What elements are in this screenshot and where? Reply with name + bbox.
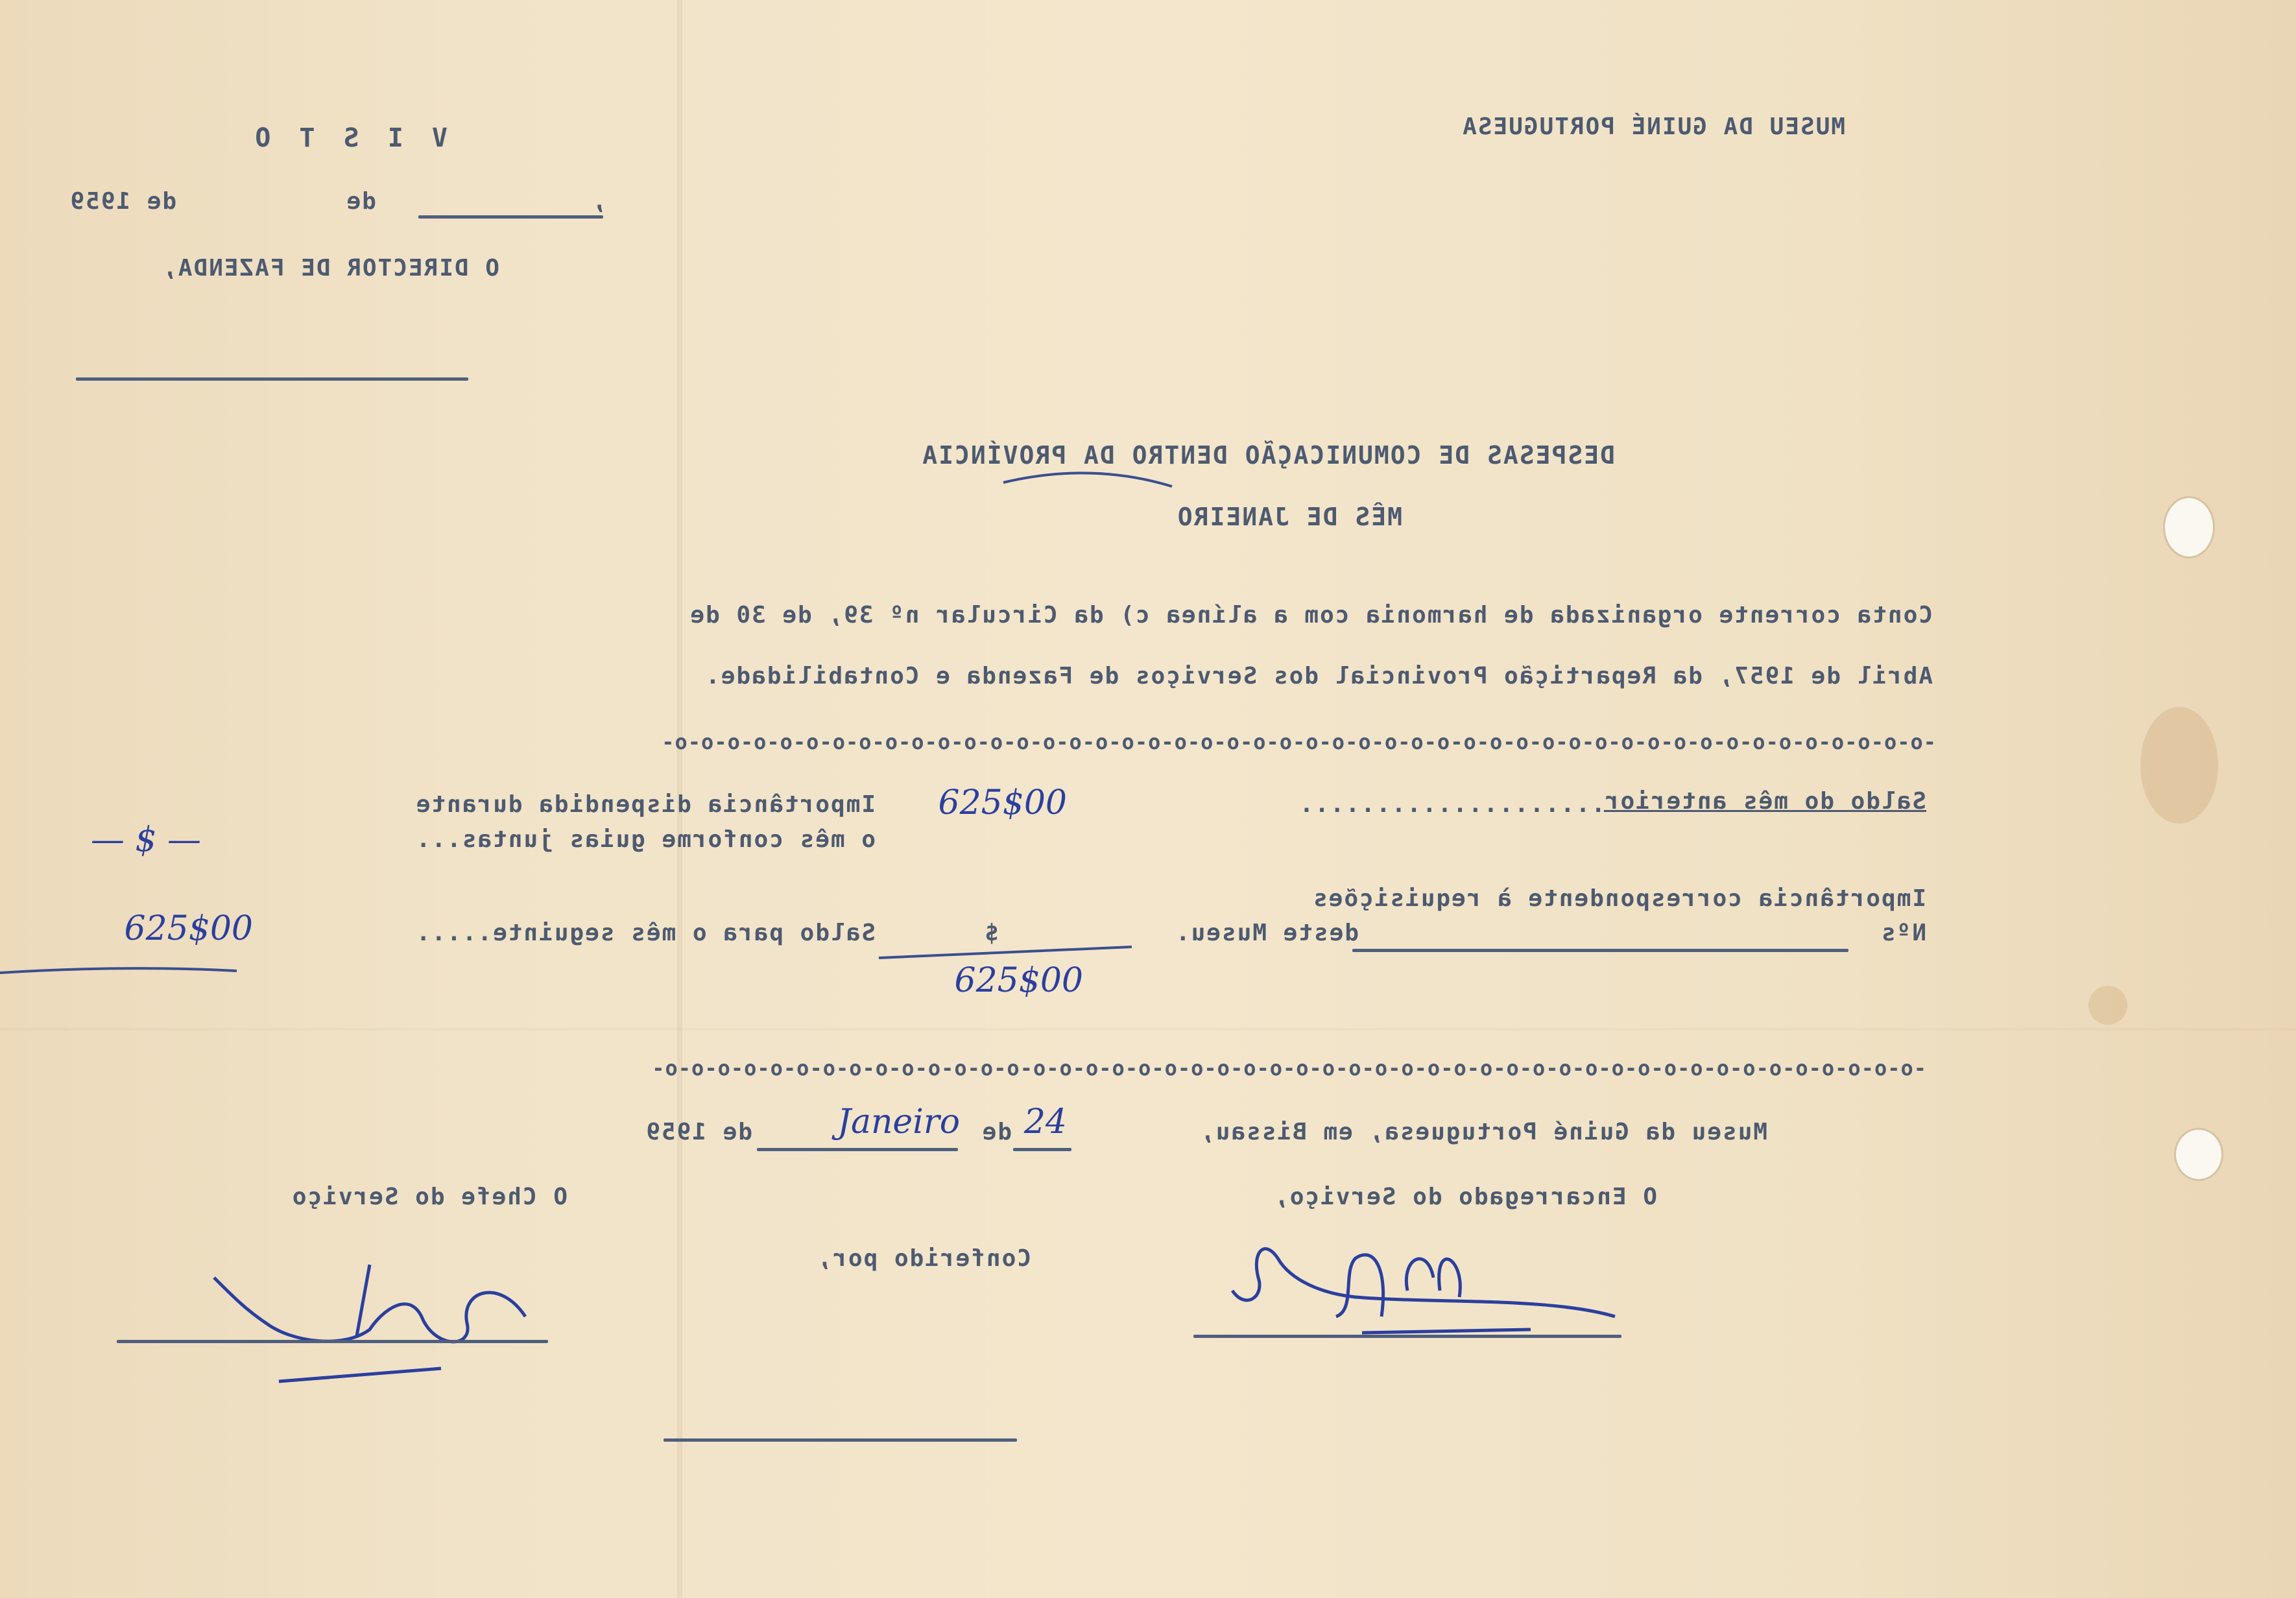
saldo-anterior-value: 625$00 [938, 783, 1067, 822]
chefe-signature [201, 1252, 538, 1381]
importancia-dispendida-line1: Importância dispendida durante [414, 791, 876, 818]
requisicoes-line1: Importância correspondente à requisições [1312, 885, 1926, 912]
director-signature-line [76, 377, 468, 381]
saldo-seguinte-label: Saldo para o mês seguinte..... [414, 920, 876, 946]
date-de: de [981, 1119, 1012, 1145]
intro-line1: Conta corrente organizada de harmonia com a alínea c) da Circular nº 39, de 30 de [689, 602, 1933, 628]
requisicoes-value-hand: 625$00 [954, 961, 1083, 1000]
title-line2: MÊS DE JANEIRO [1176, 503, 1402, 531]
requisicoes-line2-suffix: deste Museu. [1174, 920, 1359, 946]
date-day: 24 [1023, 1103, 1067, 1141]
conferido-label: Conferido por, [816, 1245, 1031, 1272]
place-date-prefix: Museu da Guiné Portuguesa, em Bissau, [1199, 1119, 1767, 1145]
title-line1: DESPESAS DE COMUNICAÇÃO DENTRO DA PROVÍNCIA [921, 441, 1615, 470]
separator-bottom: -o-o-o-o-o-o-o-o-o-o-o-o-o-o-o-o-o-o-o-o-o-o-o-o-o-o-o-o-o-o-o-o-o-o-o-o-o-o-o-o-o-o-o-o-o-o-o-o- [651, 1056, 1926, 1080]
director-title: O DIRECTOR DE FAZENDA, [161, 255, 499, 281]
saldo-seguinte-underline [0, 961, 240, 981]
date-day-line [1013, 1148, 1071, 1151]
chefe-signature-line [117, 1340, 548, 1343]
date-year: de 1959 [645, 1119, 752, 1145]
importancia-dispendida-line2: o mês conforme guias juntas... [414, 826, 876, 853]
museum-name: MUSEU DA GUINÉ PORTUGUESA [1461, 113, 1845, 140]
saldo-seguinte-value: 625$00 [124, 909, 253, 948]
date-month-line [757, 1148, 958, 1151]
encarregado-label: O Encarregado do Serviço, [1273, 1184, 1657, 1210]
saldo-anterior-label: Saldo do mês anterior [1603, 788, 1926, 815]
visto-date: , de de 1959 [69, 188, 606, 215]
separator-top: -o-o-o-o-o-o-o-o-o-o-o-o-o-o-o-o-o-o-o-o-o-o-o-o-o-o-o-o-o-o-o-o-o-o-o-o-o-o-o-o-o-o-o-o-o-o-o-o- [661, 730, 1936, 754]
underline-mark [1000, 467, 1175, 493]
requisicoes-value-printed: $ [983, 920, 999, 946]
encarregado-signature [1213, 1219, 1628, 1349]
importancia-dispendida-value: — $ — [90, 820, 201, 859]
conferido-signature-line [664, 1438, 1017, 1442]
requisicoes-number-label: Nºs [1880, 920, 1926, 946]
requisicoes-strike-line [876, 944, 1135, 963]
visto-label: V I S T O [248, 123, 448, 153]
chefe-label: O Chefe do Serviço [291, 1184, 568, 1210]
date-month: Janeiro [837, 1103, 960, 1141]
visto-date-line [418, 215, 603, 219]
encarregado-signature-line [1193, 1335, 1621, 1338]
requisicoes-number-line [1352, 949, 1848, 952]
intro-line2: Abril de 1957, da Repartição Provincial dos Serviços de Fazenda e Contabilidade. [704, 663, 1933, 689]
saldo-anterior-dots: .................... [1298, 791, 1605, 818]
